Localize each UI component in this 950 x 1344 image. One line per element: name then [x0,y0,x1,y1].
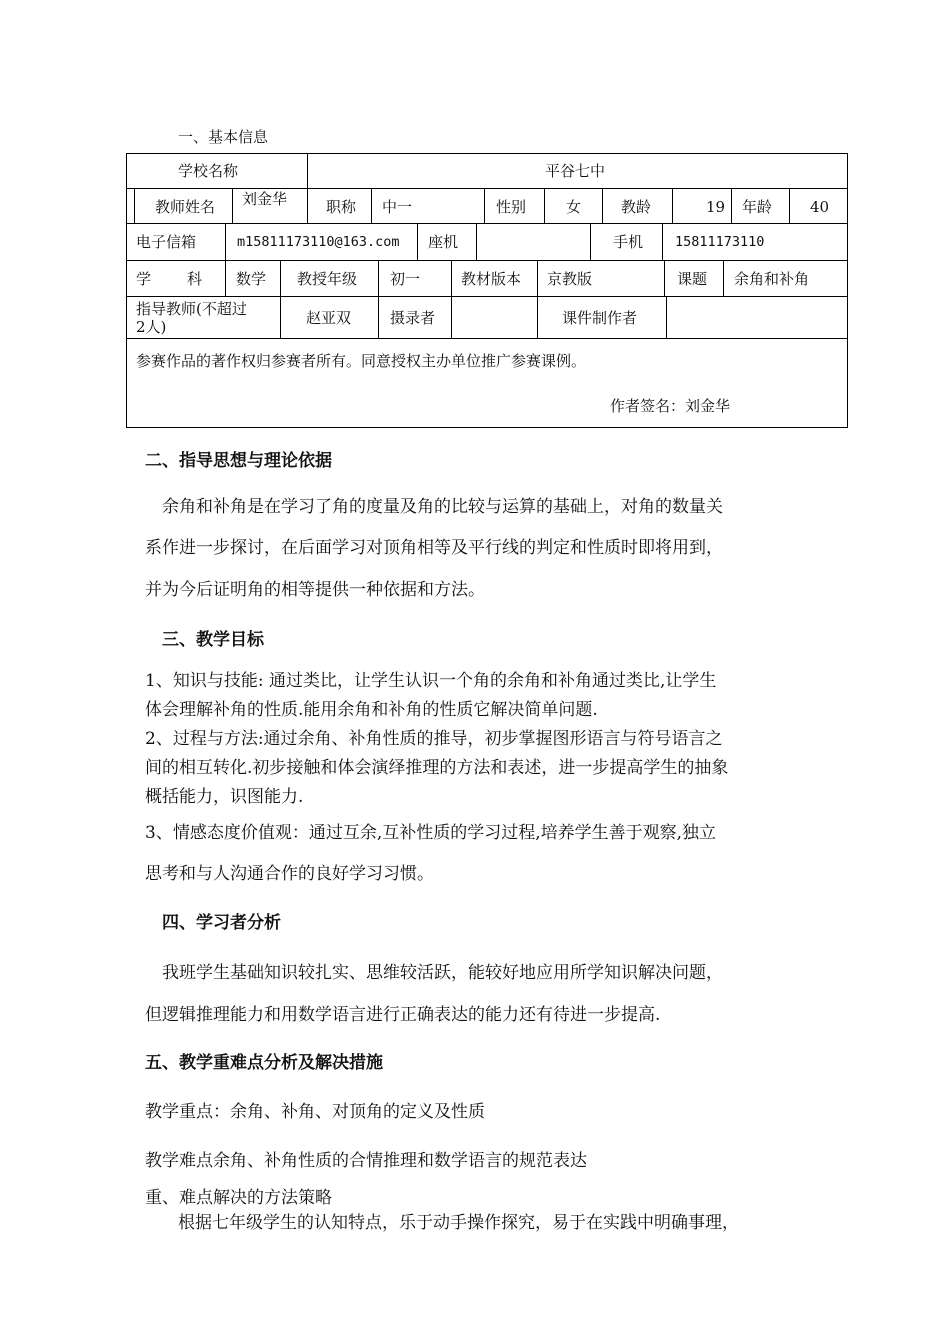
section2-line-3: 并为今后证明角的相等提供一种依据和方法。 [145,580,485,600]
section2-line-2: 系作进一步探讨，在后面学习对顶角相等及平行线的判定和性质时即将用到， [145,538,723,558]
gender-label: 性别 [496,198,527,216]
section5-line-4: 根据七年级学生的认知特点，乐于动手操作探究，易于在实践中明确事理， [178,1213,739,1233]
title-value: 中一 [382,198,413,216]
section3-title: 三、教学目标 [162,630,264,650]
teach-years-label: 教龄 [621,198,652,216]
landline-label: 座机 [428,233,459,251]
topic-label: 课题 [677,270,708,288]
section4-line-1: 我班学生基础知识较扎实、思维较活跃，能较好地应用所学知识解决问题， [162,963,723,983]
section2-title: 二、指导思想与理论依据 [145,451,332,471]
recorder-label: 摄录者 [390,309,436,327]
teach-years-value: 19 [706,198,726,216]
age-label: 年龄 [742,198,773,216]
section3-line-3: 2、过程与方法:通过余角、补角性质的推导，初步掌握图形语言与符号语言之 [145,729,723,749]
subject-value: 数学 [236,270,267,288]
courseware-label: 课件制作者 [562,309,638,327]
section5-line-2: 教学难点余角、补角性质的合情推理和数学语言的规范表达 [145,1151,587,1171]
title-label: 职称 [326,198,357,216]
teacher-label: 教师姓名 [155,198,216,216]
signature-text: 作者签名：刘金华 [610,397,731,415]
section3-line-1: 1、知识与技能: 通过类比，让学生认识一个角的余角和补角通过类比,让学生 [145,671,717,691]
section3-line-2: 体会理解补角的性质.能用余角和补角的性质它解决简单问题. [145,700,598,720]
email-value: m15811173110@163.com [237,234,400,250]
section3-line-4: 间的相互转化.初步接触和体会演绎推理的方法和表述，进一步提高学生的抽象 [145,758,729,778]
grade-label: 教授年级 [297,270,358,288]
section5-title: 五、教学重难点分析及解决措施 [145,1053,383,1073]
info-table-grid [0,0,950,440]
topic-value: 余角和补角 [734,270,810,288]
advisor-value: 赵亚双 [306,309,352,327]
section1-title: 一、基本信息 [178,128,269,146]
age-value: 40 [810,198,830,216]
advisor-label-line2: 2人) [136,318,167,336]
section2-line-1: 余角和补角是在学习了角的度量及角的比较与运算的基础上，对角的数量关 [162,497,723,517]
edition-label: 教材版本 [461,270,522,288]
subject-label: 学 科 [136,270,205,288]
email-label: 电子信箱 [136,233,197,251]
gender-value: 女 [566,198,582,216]
teacher-value: 刘金华 [242,190,288,208]
mobile-value: 15811173110 [675,234,765,250]
section4-line-2: 但逻辑推理能力和用数学语言进行正确表达的能力还有待进一步提高. [145,1005,661,1025]
section4-title: 四、学习者分析 [162,913,281,933]
copyright-text: 参赛作品的著作权归参赛者所有。同意授权主办单位推广参赛课例。 [136,352,587,370]
advisor-label-line1: 指导教师(不超过 [136,300,247,318]
section5-line-3: 重、难点解决的方法策略 [145,1188,332,1208]
section5-line-1: 教学重点：余角、补角、对顶角的定义及性质 [145,1102,485,1122]
section3-line-7: 思考和与人沟通合作的良好学习习惯。 [145,864,434,884]
grade-value: 初一 [390,270,421,288]
section3-line-6: 3、情感态度价值观：通过互余,互补性质的学习过程,培养学生善于观察,独立 [145,823,717,843]
mobile-label: 手机 [613,233,644,251]
section3-line-5: 概括能力，识图能力. [145,787,304,807]
school-label: 学校名称 [178,162,239,180]
edition-value: 京教版 [547,270,593,288]
school-value: 平谷七中 [545,162,606,180]
